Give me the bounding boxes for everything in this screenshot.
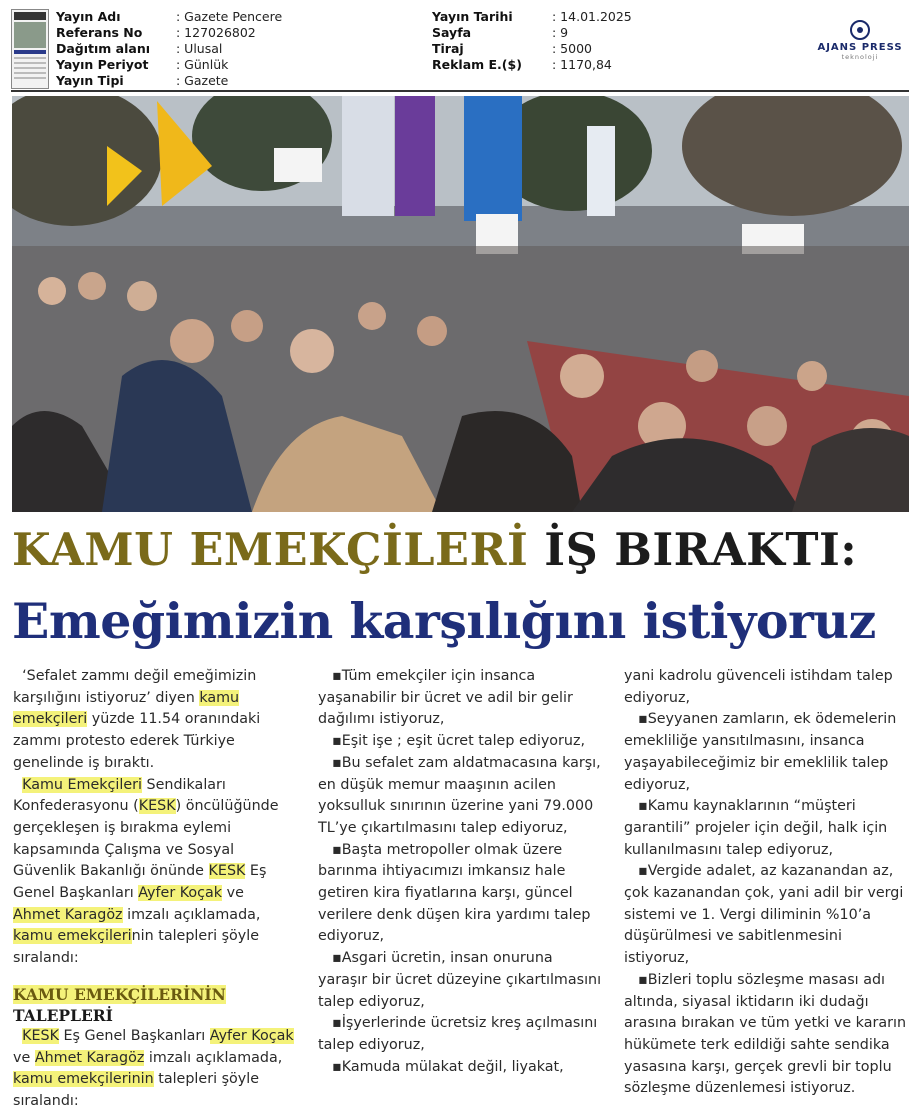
header-divider (11, 90, 909, 92)
subheading-line2: TALEPLERİ (13, 1005, 113, 1025)
headline (12, 520, 909, 580)
highlight: Ahmet Karagöz (13, 906, 123, 923)
meta-right (432, 9, 632, 73)
demand-item: ▪Seyyanen zamların, ek ödemelerin emekliliğe yansıtılmasını, insanca yaşayabileceğimiz bir emeklilik talep ediyoruz, (624, 711, 897, 793)
demand-item: ▪Eşit işe ; eşit ücret talep ediyoruz, (332, 733, 586, 750)
paragraph (13, 1026, 295, 1113)
meta-key: Yayın Periyot (56, 57, 149, 72)
demand-item: yani kadrolu güvenceli istihdam talep ediyoruz, (624, 668, 893, 706)
text: nin talepleri şöyle sıralandı: (13, 928, 260, 967)
meta-key: Yayın Adı (56, 9, 121, 24)
headline-part1: KAMU EMEKÇİLERİ (12, 524, 529, 576)
text: imzalı açıklamada, (122, 906, 261, 923)
meta-value: : Günlük (176, 57, 229, 72)
demand-item: ▪Kamuda mülakat değil, liyakat, (332, 1058, 564, 1075)
meta-left (56, 9, 282, 89)
headline-subtitle: Emeğimizin karşılığını istiyoruz (12, 592, 876, 650)
meta-value: : 1170,84 (552, 57, 612, 72)
text: Sendikaları Konfederasyonu ( (13, 776, 226, 815)
logo-subtitle: teknoloji (841, 53, 879, 61)
subheading-line1: KAMU EMEKÇİLERİNİN (13, 984, 226, 1004)
article-column-2 (318, 666, 603, 1078)
highlight: KESK (138, 798, 176, 815)
meta-value: : Gazete Pencere (176, 9, 283, 24)
demand-item: ▪Kamu kaynaklarının “müşteri garantili” projeler için değil, halk için kullanılmasını talep ediyoruz, (624, 798, 888, 858)
text: imzalı açıklamada, (144, 1049, 283, 1066)
demand-item: ▪Vergide adalet, az kazanandan az, çok kazanandan çok, yani adil bir vergi sistemi ve 1. Vergi diliminin %10’a düşürülmesi ve sabitlenmesini istiyoruz, (624, 863, 904, 967)
text: Eş Genel Başkanları (58, 1027, 210, 1044)
article-column-3 (624, 666, 910, 1100)
meta-key: Tiraj (432, 41, 464, 56)
protest-photo-illustration (12, 96, 909, 512)
meta-key: Referans No (56, 25, 143, 40)
demand-item: ▪Asgari ücretin, insan onuruna yaraşır bir ücret düzeyine çıkartılmasını talep ediyoruz, (318, 950, 602, 1010)
section-subheading (13, 984, 295, 1026)
headline-part2: İŞ BIRAKTI: (544, 524, 858, 576)
meta-key: Sayfa (432, 25, 472, 40)
highlight: Ayfer Koçak (138, 885, 223, 902)
highlight: KESK (208, 863, 246, 880)
demand-item: ▪Tüm emekçiler için insanca yaşanabilir bir ücret ve adil bir gelir dağılımı istiyoruz, (318, 668, 573, 728)
text: Eş Genel Başkanları (13, 863, 267, 902)
meta-value: : Ulusal (176, 41, 223, 56)
meta-key: Yayın Tipi (56, 73, 124, 88)
meta-key: Yayın Tarihi (432, 9, 513, 24)
demand-item: ▪İşyerlerinde ücretsiz kreş açılmasını talep ediyoruz, (318, 1015, 598, 1053)
logo-mark-icon (850, 20, 870, 40)
text: ‘Sefalet zammı değil emeğimizin karşılığını istiyoruz’ diyen (13, 668, 257, 706)
press-clipping-header (0, 0, 920, 92)
highlight: Kamu Emekçileri (22, 776, 142, 793)
article-column-1 (13, 666, 295, 1113)
meta-value: : 5000 (552, 41, 592, 56)
highlight: Ayfer Koçak (209, 1027, 294, 1044)
highlight: kamu emekçileri (13, 928, 132, 945)
text: ) öncülüğünde gerçekleşen iş bırakma eylemi kapsamında Çalışma ve Sosyal Güvenlik Bakanlığı önünde (13, 798, 279, 880)
meta-value: : Gazete (176, 73, 229, 88)
protest-photo (12, 96, 909, 512)
text: talepleri şöyle sıralandı: (13, 1071, 260, 1109)
demand-item: ▪Başta metropoller olmak üzere barınma ihtiyacımızı imkansız hale getiren kira fiyatlarına karşı, güncel verilere denk düşen kira yardımı talep ediyoruz, (318, 841, 591, 945)
text: yüzde 11.54 oranındaki zammı protesto ederek Türkiye genelinde iş bıraktı. (13, 711, 261, 771)
meta-value: : 9 (552, 25, 569, 40)
paragraph (13, 666, 295, 775)
text: ve (13, 1049, 35, 1066)
meta-value: : 14.01.2025 (552, 9, 632, 24)
highlight: KESK (22, 1027, 59, 1044)
newspaper-thumbnail[interactable] (11, 9, 49, 89)
meta-key: Dağıtım alanı (56, 41, 151, 56)
meta-key: Reklam E.($) (432, 57, 522, 72)
demand-item: ▪Bizleri toplu sözleşme masası adı altında, siyasal iktidarın iki dudağı arasına bırakan ve tüm yetki ve kararın hükümete terk edildiği sahte sendika yasasına karşı, gerçek grevli bir toplu sözleşme düzenlemesi istiyoruz. (624, 971, 907, 1097)
paragraph (13, 775, 295, 970)
highlight: kamu emekçileri (13, 689, 240, 728)
demand-item: ▪Bu sefalet zam aldatmacasına karşı, en düşük memur maaşının acilen yoksulluk sınırının üzerine yani 79.000 TL’ye çıkartılmasını talep ediyoruz, (318, 754, 601, 836)
meta-value: : 127026802 (176, 25, 256, 40)
ajans-press-logo[interactable] (812, 20, 908, 60)
text: ve (222, 885, 244, 902)
logo-name: AJANS PRESS (817, 42, 903, 53)
highlight: kamu emekçilerinin (13, 1071, 154, 1088)
highlight: Ahmet Karagöz (34, 1049, 145, 1066)
